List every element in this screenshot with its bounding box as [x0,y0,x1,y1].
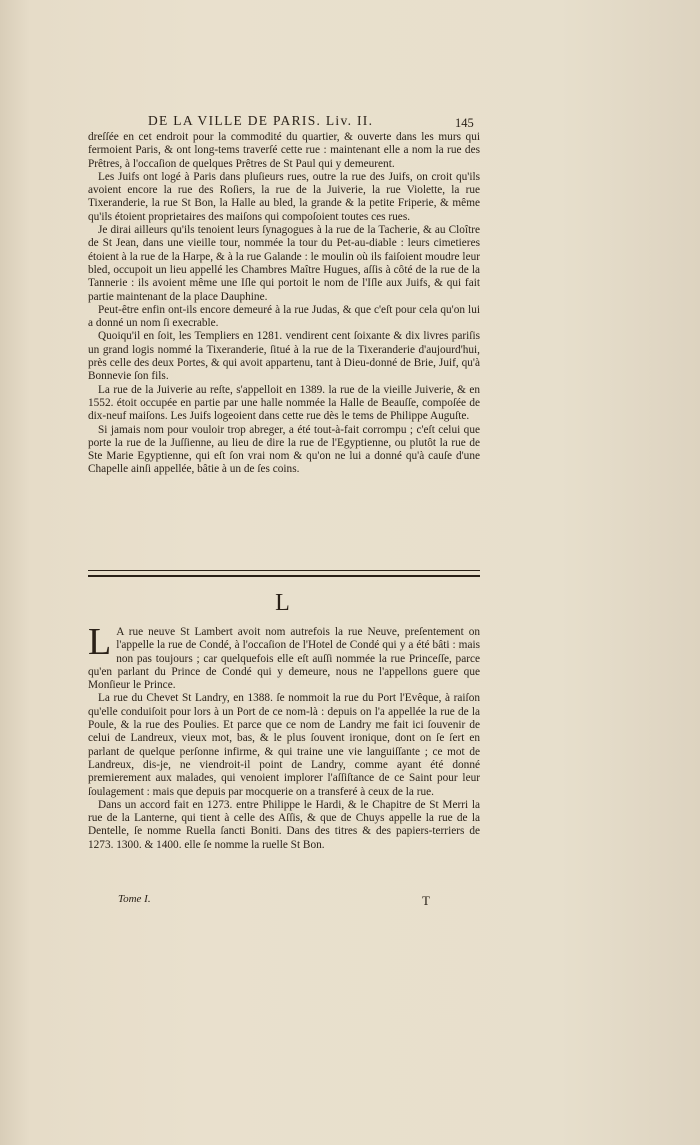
paragraph: Peut-être enfin ont-ils encore demeuré à la rue Judas, & que c'eſt pour cela qu'on lui a donné un nom ſi execrable. [88,303,480,330]
paragraph: Quoiqu'il en ſoit, les Templiers en 1281. vendirent cent ſoixante & dix livres pariſis un grand logis nommé la Tixeranderie, ſitué à la rue de la Tixeranderie d'aujourd'hui, près celle des deux Portes, & qui avoit appartenu, tant à Dieu-donné de Brie, Juif, qu'à Bonnevie ſon fils. [88,330,480,383]
page-number: 145 [455,116,474,130]
paragraph: Dans un accord fait en 1273. entre Philippe le Hardi, & le Chapitre de St Merri la rue de la Lanterne, qui tient à celle des Aſſis, & que de Chuys appelle la rue de la Dentelle, ſe nomme Ruella ſancti Boniti. Dans des titres & des papiers-terriers de 1273. 1300. & 1400. elle ſe nomme la ruelle St Bon. [88,798,480,851]
section-divider [88,570,480,577]
paragraph: La rue de la Juiverie au reſte, s'appelloit en 1389. la rue de la vieille Juiverie, & en 1552. étoit occupée en partie par une halle nommée la Halle de Beauſſe, compoſée de dix-neuf maiſons. Les Juifs logeoient dans cette rue dès le tems de Philippe Auguſte. [88,383,480,423]
paragraph-with-dropcap [88,621,480,692]
paragraph: Les Juifs ont logé à Paris dans pluſieurs rues, outre la rue des Juifs, on croit qu'ils avoient encore la rue des Roſiers, la rue de la Juiverie, la rue Violette, la rue Tixeranderie, la rue St Bon, la Halle au bled, la grande & la petite Friperie, & même qu'ils étoient proprietaires des maiſons qui compoſoient toutes ces rues. [88,170,480,223]
signature-mark: Tome I. [118,893,151,905]
gathering-mark: T [422,893,430,908]
drop-cap: L [88,621,112,663]
paragraph: La rue du Chevet St Landry, en 1388. ſe nommoit la rue du Port l'Evêque, à raiſon qu'elle conduiſoit pour lors à un Port de ce nom-là : depuis on l'a appellée la rue de la Poule, & la rue des Poulies. Et parce que ce nom de Landry me fait ici ſouvenir de celui de Landreux, vieux mot, bas, & le plus ſouvent ironique, dont on ſe ſert en parlant de quelque perſonne infirme, & qui traine une vie languiſſante ; ce mot de Landreux, dis-je, ne viendroit-il point de Landry, comme ayant été donné premierement aux malades, qui venoient implorer l'aſſiſtance de ce Saint pour leur ſoulagement : mais que depuis par mocquerie on a transferé à ceux de la rue. [88,692,480,798]
paragraph: Si jamais nom pour vouloir trop abreger, a été tout-à-fait corrompu ; c'eſt celui que porte la rue de la Juſſienne, au lieu de dire la rue de l'Egyptienne, ou plutôt la rue de Ste Marie Egyptienne, qui eſt ſon vrai nom & qu'on ne lui a donné qu'à cauſe d'une Chapelle ainſi appellée, bâtie à un de ſes coins. [88,423,480,476]
paragraph: Je dirai ailleurs qu'ils tenoient leurs ſynagogues à la rue de la Tacherie, & au Cloître de St Jean, dans une vieille tour, nommée la tour du Pet-au-diable : leurs cimetieres étoient à la rue de la Harpe, & à la rue Galande : le moulin où ils faiſoient moudre leur bled, occupoit un lieu appellé les Chambres Maître Hugues, aſſis à côté de la rue de la Tannerie : ils avoient même une Iſle qui portoit le nom de l'Iſle aux Juifs, & qui fait partie maintenant de la place Dauphine. [88,224,480,303]
paragraph: dreſſée en cet endroit pour la commodité du quartier, & ouverte dans les murs qui fermoient Paris, & ont long-tems traverſé cette rue : maintenant elle a nom la rue des Prêtres, à l'occaſion de quelques Prêtres de St Paul qui y demeurent. [88,131,480,170]
text-block-top [88,131,480,477]
text-block-bottom [88,621,480,852]
paragraph-text: A rue neuve St Lambert avoit nom autrefois la rue Neuve, preſentement on l'appelle la rue de Condé, à l'occaſion de l'Hotel de Condé qui y a été bâti : mais non pas toujours ; car quelquefois elle eſt auſſi nommée la rue Princeſſe, parce qu'en parlant du Prince de Condé qui y demeure, nous ne l'appellons guere que Monſieur le Prince. [88,626,480,692]
section-letter: L [275,590,290,616]
running-head: DE LA VILLE DE PARIS. Liv. II. [148,113,374,128]
